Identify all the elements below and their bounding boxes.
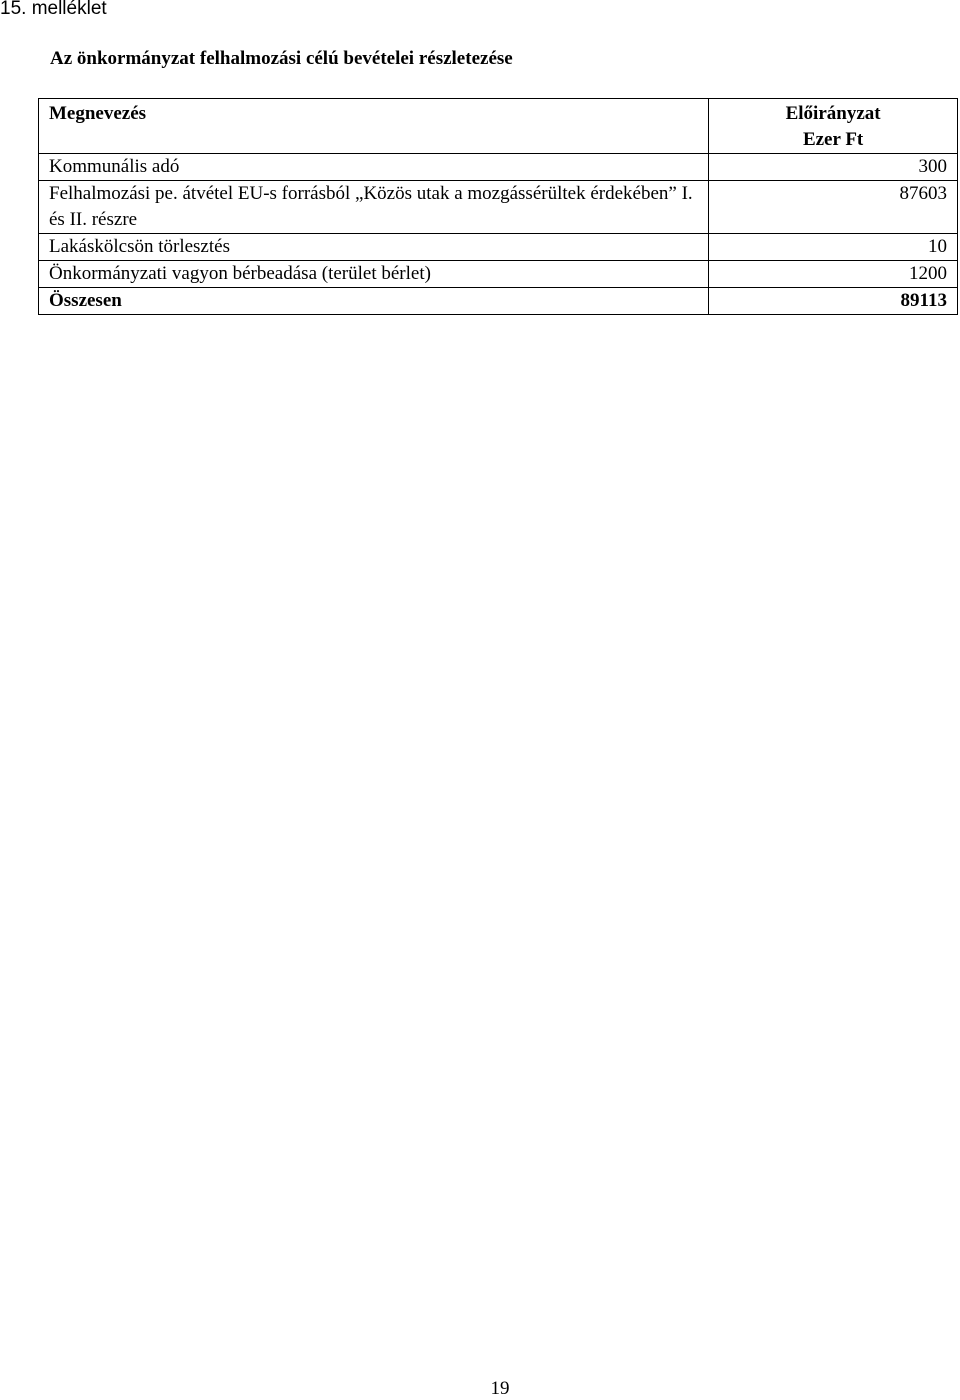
row-name: Kommunális adó — [39, 154, 709, 181]
table-total-row — [39, 288, 958, 315]
row-amount: 1200 — [709, 261, 958, 288]
table-row — [39, 261, 958, 288]
header-amount-line2: Ezer Ft — [802, 129, 864, 150]
row-amount: 10 — [709, 234, 958, 261]
table-header-row — [39, 99, 958, 154]
row-name: Önkormányzati vagyon bérbeadása (terület bérlet) — [39, 261, 709, 288]
table-row — [39, 181, 958, 234]
revenue-table — [38, 98, 958, 315]
total-amount: 89113 — [709, 288, 958, 315]
table-row — [39, 234, 958, 261]
header-amount — [709, 99, 958, 154]
document-title: Az önkormányzat felhalmozási célú bevételei részletezése — [50, 48, 513, 69]
table-row — [39, 154, 958, 181]
header-name: Megnevezés — [39, 99, 709, 154]
row-name: Felhalmozási pe. átvétel EU-s forrásból „Közös utak a mozgássérültek érdekében” I. és II. részre — [39, 181, 709, 234]
annex-label: 15. melléklet — [0, 0, 107, 19]
row-amount: 300 — [709, 154, 958, 181]
row-name: Lakáskölcsön törlesztés — [39, 234, 709, 261]
row-amount: 87603 — [709, 181, 958, 234]
total-label: Összesen — [39, 288, 709, 315]
header-amount-line1: Előirányzat — [785, 103, 881, 124]
page-number: 19 — [490, 1378, 510, 1399]
